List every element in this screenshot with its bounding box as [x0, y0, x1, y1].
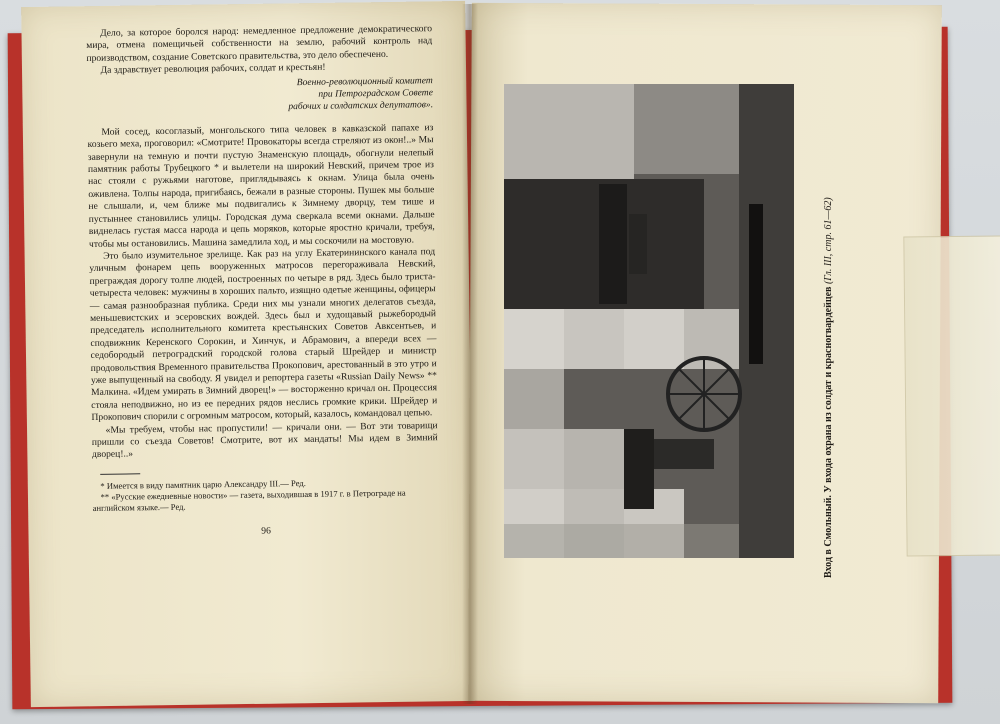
- book-gutter: [462, 4, 478, 704]
- proclamation-paragraph: Дело, за которое боролся народ: немедленное предложение демократического мира, отмена помещичьей собственности на землю, рабочий контроль над производством, создание Советского правительства, это дело обеспечено.: [86, 23, 433, 64]
- signature-line: Военно-революционный комитет: [296, 74, 433, 88]
- footnote: ** «Русские ежедневные новости» — газета, выходившая в 1917 г. в Петрограде на английском языке.— Ред.: [92, 487, 406, 513]
- page-number: 96: [261, 525, 271, 537]
- signature-line: при Петроградском Совете: [318, 87, 434, 100]
- footnote: * Имеется в виду памятник царю Александру III.— Ред.: [100, 477, 306, 491]
- body-paragraph: Это было изумительное зрелище. Как раз на углу Екатерининского канала под уличным фонарем цепь вооруженных матросов перегораживала Невский, преграждая дорогу толпе людей, построенных по четыре в ряд. Здесь было триста-четыреста человек: мужчины в хороших пальто, изящно одетые женщины, офицеры — самая разнообразная публика. Среди них мы узнали многих делегатов съезда, меньшевистских и эсеровских вождей. Здесь был и худощавый рыжебородый председатель исполнительного комитета крестьянских Советов Авксентьев, и сподвижник Керенского Сорокин, и Хинчук, и Абрамович, а впереди всех — седобородый петроградский городской голова старый Шрейдер и министр продовольствия Временного правительства Прокопович, арестованный в это утро и уже выпущенный на свободу. Я увидел и репортера газеты «Russian Daily News» ** Малкина. «Идем умирать в Зимний дворец!» — восторженно кричал он. Процессия стояла неподвижно, но из ее передних рядов неслись громкие крики. Шрейдер и Прокопович спорили с огромным матросом, который, казалось, командовал цепью.: [89, 246, 438, 424]
- signature-line: рабочих и солдатских депутатов».: [288, 99, 434, 113]
- photo-illustration: [504, 84, 794, 558]
- body-paragraph: «Мы требуем, чтобы нас пропустили! — кричали они. — Вот эти товарищи пришли со съезда Советов! Смотрите, вот их мандаты! Мы идем в Зимний дворец!..»: [91, 419, 438, 461]
- footnotes: [92, 476, 438, 514]
- footnote-divider: [100, 473, 140, 475]
- caption-text: Вход в Смольный. У входа охрана из солдат и красногвардейцев: [823, 286, 834, 578]
- photo-caption: [822, 138, 835, 578]
- proclamation-signature: [87, 75, 433, 117]
- paper-bookmark: [903, 235, 1000, 556]
- body-paragraph: Мой сосед, косоглазый, монгольского типа человек в кавказской папахе из козьего меха, проговорил: «Смотрите! Провокаторы всегда стреляют из окон!..» Мы завернули на темную и почти пустую Знаменскую площадь, обогнули нелепый памятник работы Трубецкого * и вылетели на широкий Невский, причем трое из нас стояли с ружьями наготове, приглядываясь к окнам. Улица была очень оживлена. Толпы народа, пригибаясь, бежали в разные стороны. Пушек мы больше не слышали, и, чем ближе мы подвигались к Зимнему дворцу, тем тише и пустыннее становились улицы. Городская дума сверкала всеми окнами. Дальше виднелась густая масса народа и цепь моряков, которые яростно кричали, требуя, чтобы мы остановились. Машина замедлила ход, и мы соскочили на мостовую.: [87, 122, 435, 250]
- historical-photo: [504, 84, 794, 558]
- caption-reference: (Гл. III, стр. 61—62): [823, 197, 834, 285]
- left-page-text: [86, 23, 439, 540]
- proclamation-slogan: Да здравствует революция рабочих, солдат и крестьян!: [100, 61, 326, 77]
